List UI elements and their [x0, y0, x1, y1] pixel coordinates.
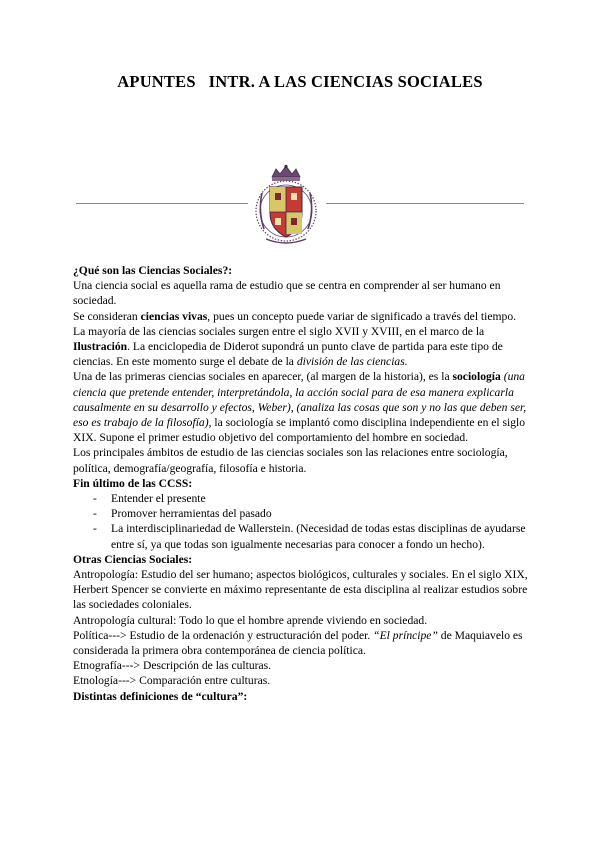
paragraph: Una ciencia social es aquella rama de estudio que se centra en comprender al ser humano en sociedad.	[73, 279, 501, 308]
paragraph: Antropología cultural: Todo lo que el hombre aprende viviendo en sociedad.	[73, 613, 428, 627]
horizontal-rule-right	[326, 203, 524, 204]
section-heading-ciencias-sociales: ¿Qué son las Ciencias Sociales?:	[73, 264, 233, 277]
list-item: - Entender el presente	[79, 491, 533, 506]
list-item: - Promover herramientas del pasado	[79, 506, 533, 521]
paragraph: Una de las primeras ciencias sociales en aparecer, (al margen de la historia), es la sociología (una ciencia que pretende entender, interpretándola, la acción social para de esa manera explicarla causalmente en su desarrollo y efectos, Weber), (analiza las cosas que son y no las que deben ser, eso es trabajo de la filosofía), la sociología se implantó como disciplina independiente en el siglo XIX. Supone el primer estudio objetivo del comportamiento del hombre en sociedad.	[73, 370, 527, 445]
paragraph: Los principales ámbitos de estudio de las ciencias sociales son las relaciones entre sociología, política, demografía/geografía, filosofía e historia.	[73, 446, 508, 475]
horizontal-rule-left	[76, 203, 248, 204]
document-body	[73, 263, 533, 704]
section-heading-fin-ultimo: Fin último de las CCSS:	[73, 476, 193, 490]
paragraph: La mayoría de las ciencias sociales surgen entre el siglo XVII y XVIII, en el marco de la Ilustración. La enciclopedia de Diderot supondrá un punto clave de partida para este tipo de ciencias. En este momento surge el debate de la división de las ciencias.	[73, 324, 503, 369]
paragraph: Etnología---> Comparación entre culturas.	[73, 674, 271, 688]
section-heading-otras-ciencias: Otras Ciencias Sociales:	[73, 552, 193, 566]
list-item: - La interdisciplinariedad de Wallerstein. (Necesidad de todas estas disciplinas de ayudarse entre sí, ya que todas son igualmente necesarias para conocer a fondo un hecho).	[79, 521, 533, 551]
bullet-list	[73, 491, 533, 552]
paragraph: Política---> Estudio de la ordenación y estructuración del poder. “El príncipe” de Maquiavelo es considerada la primera obra contemporánea de ciencia política.	[73, 628, 523, 658]
paragraph: Etnografía---> Descripción de las culturas.	[73, 659, 272, 673]
section-heading-cultura: Distintas definiciones de “cultura”:	[73, 689, 248, 703]
document-title: APUNTES INTR. A LAS CIENCIAS SOCIALES	[117, 72, 483, 91]
university-crest-icon	[250, 163, 322, 247]
paragraph: Antropología: Estudio del ser humano; aspectos biológicos, culturales y sociales. En el siglo XIX, Herbert Spencer se convierte en máximo representante de esta disciplina al realizar estudios sobre las sociedades coloniales.	[73, 568, 528, 612]
paragraph: Se consideran ciencias vivas, pues un concepto puede variar de significado a través del tiempo.	[73, 309, 517, 323]
